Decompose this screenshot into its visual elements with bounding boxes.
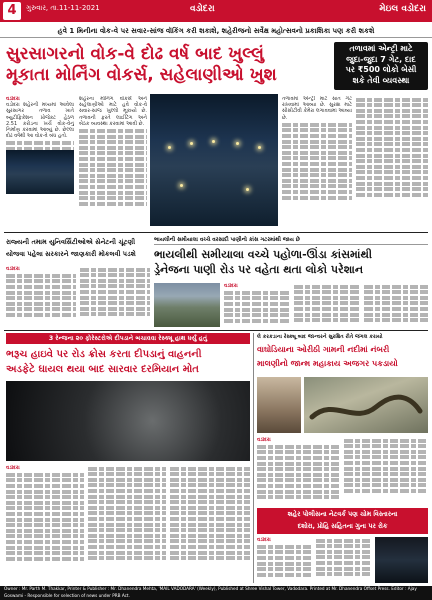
divider [4, 232, 428, 233]
lead-photo-main [150, 94, 278, 226]
masthead-city: વડોદરા [190, 4, 215, 14]
story3-kicker: ભાયલીની સમીયાલા વચ્ચે વરસાદી પાણીનો કાંસ ગટરમાંથી જાય છે [154, 236, 428, 245]
story5-column-1: વડોદરા [257, 437, 341, 505]
lead-column-right1: તળાવમાં એન્ટ્રી માટે સાત ગેટ રાખવામાં આવ્યા છે. સુરક્ષા માટે સીસીટીવી કેમેરા લગાવવામાં આવ્યા છે. [282, 96, 352, 228]
divider [4, 330, 428, 331]
story2-column-1: વડોદરા [6, 266, 76, 322]
masthead-date: ગુરુવાર, તા.11-11-2021 [26, 4, 100, 12]
story6-column-1: વડોદરા [257, 537, 313, 583]
story5-column-2 [344, 437, 428, 505]
page-number: 4 [3, 2, 21, 20]
story4-column-2 [88, 465, 166, 583]
story6-column-2 [316, 537, 372, 583]
story3-column-2 [294, 283, 360, 327]
story4-kicker: 3 રેન્જના ૨૦ ફોરેસ્ટરોએ દીપડાને બચાવવા રેસ્ક્યૂ હાથ ધર્યું હતું [6, 333, 250, 344]
lead-headline [6, 44, 336, 88]
lead-headline-line1: સુરસાગરનો વોક-વે દોઢ વર્ષ બાદ ખુલ્લું [6, 44, 264, 64]
column-rule [253, 333, 254, 583]
lead-info-box: તળાવમાં એન્ટ્રી માટે જુદા-જુદા 7 ગેટ, દાદ પર ₹500 લોકો બેસી શકે તેવી વ્યવસ્થા [334, 42, 428, 90]
story3-photo [154, 283, 220, 327]
story5-headline: વાઘોડિયાના ઓરીઠી ગામની નદીમાં નંબરી માલણીનો જાન્મ મહાકાય અજગર પકડાયો [257, 345, 398, 368]
python-icon [304, 377, 428, 433]
story6-headline: શહેર પોલીસના નેટવર્ક પણ ચોમ વિસ્તારના દશોરા, પ્રોહિ સહિતના ગુના પર રોક [257, 508, 428, 534]
lead-column-right2 [356, 96, 428, 228]
masthead-brand: મેઇલ વડોદરા [379, 4, 426, 14]
lead-headline-line2: મૂકાતા મોર્નિંગ વોકર્સ, સહેલાણીઓ ખુશ [6, 65, 277, 85]
story3-column-1: વડોદરા [224, 283, 290, 327]
story5-photo-1 [257, 377, 301, 433]
story4-headline: ભરૂચ હાઇવે પર રોડ ક્રોસ કરતા દીપડાનું વાહનની અડફેટે ઘાયલ થયા બાદ સારવાર દરમિયાન મોત [6, 349, 202, 375]
lead-column-mid: શહેરના મોર્નિંગ વોકર્સ અને સહેલાણીઓ માટે હવે વોક-વે સવાર-સાંજ ખુલ્લો મૂકાયો છે. તળાવની ફરતે લાઈટિંગ અને બેઠક વ્યવસ્થા કરવામાં આવી છે. [79, 96, 147, 232]
story2-headline: રાજ્યની તમામ યુનિવર્સિટીઓએ સેનેટની ચૂંટણી યોજવા પહેલા સરકારને જાણકારી મોકલવી પડશે [6, 236, 150, 262]
story4-column-3 [170, 465, 250, 583]
story6-photo [375, 537, 428, 583]
lead-photo-small [6, 150, 74, 194]
strap-headline: હવે 1 મિનીના વોક-વે પર સવાર-સાંજ વૉકિંગ કરી શકાશે, શહેરીજનો સર્વેક્ષ મહોત્સવનો પ્રકાશિકા પણ કરી શકશે [0, 25, 432, 38]
story3-headline: ભાયલીથી સમીયાલા વચ્ચે પહોળા-ઊંડા કાંસમાંથી ડ્રેનેજના પાણી રોડ પર વહેતા થતા લોકો પરેશાન [154, 248, 373, 276]
imprint-footer: Owner : Mr. Parth M. Thakkar, Printer & Publisher : Mr. Dhanendra Mehta, 'MAIL VADODARA' (Weekly), Published at Shree Vishal Tower, Vadodara. Printed at Mr. Dhanendra Offset Press. Editor : Ajay Goswami - Responsible for selection of news under PRB Act. [0, 586, 432, 600]
story5-kicker: લે કરકડાના રેસ્ક્યૂ બાદ જાન્વરને સુરક્ષિત રીતે જંગલ કરાયો [257, 334, 383, 340]
story5-photo-2 [304, 377, 428, 433]
story4-column-1: વડોદરા [6, 465, 84, 583]
story2-column-2 [80, 266, 150, 322]
story4-photo [6, 381, 250, 461]
lead-column-left: વડોદરા વડોદરા શહેરની મધ્યમાં આવેલા સુરસાગર તળાવ ખાતે બ્યુટીફિકેશન પ્રોજેક્ટ હેઠળ 2.51 કરોડના ખર્ચે વોક-વેનું નિર્માણ કરવામાં આવ્યું છે. છેલ્લા દોઢ વર્ષથી આ વોક-વે બંધ હતો. [6, 96, 74, 198]
story3-column-3 [364, 283, 428, 327]
